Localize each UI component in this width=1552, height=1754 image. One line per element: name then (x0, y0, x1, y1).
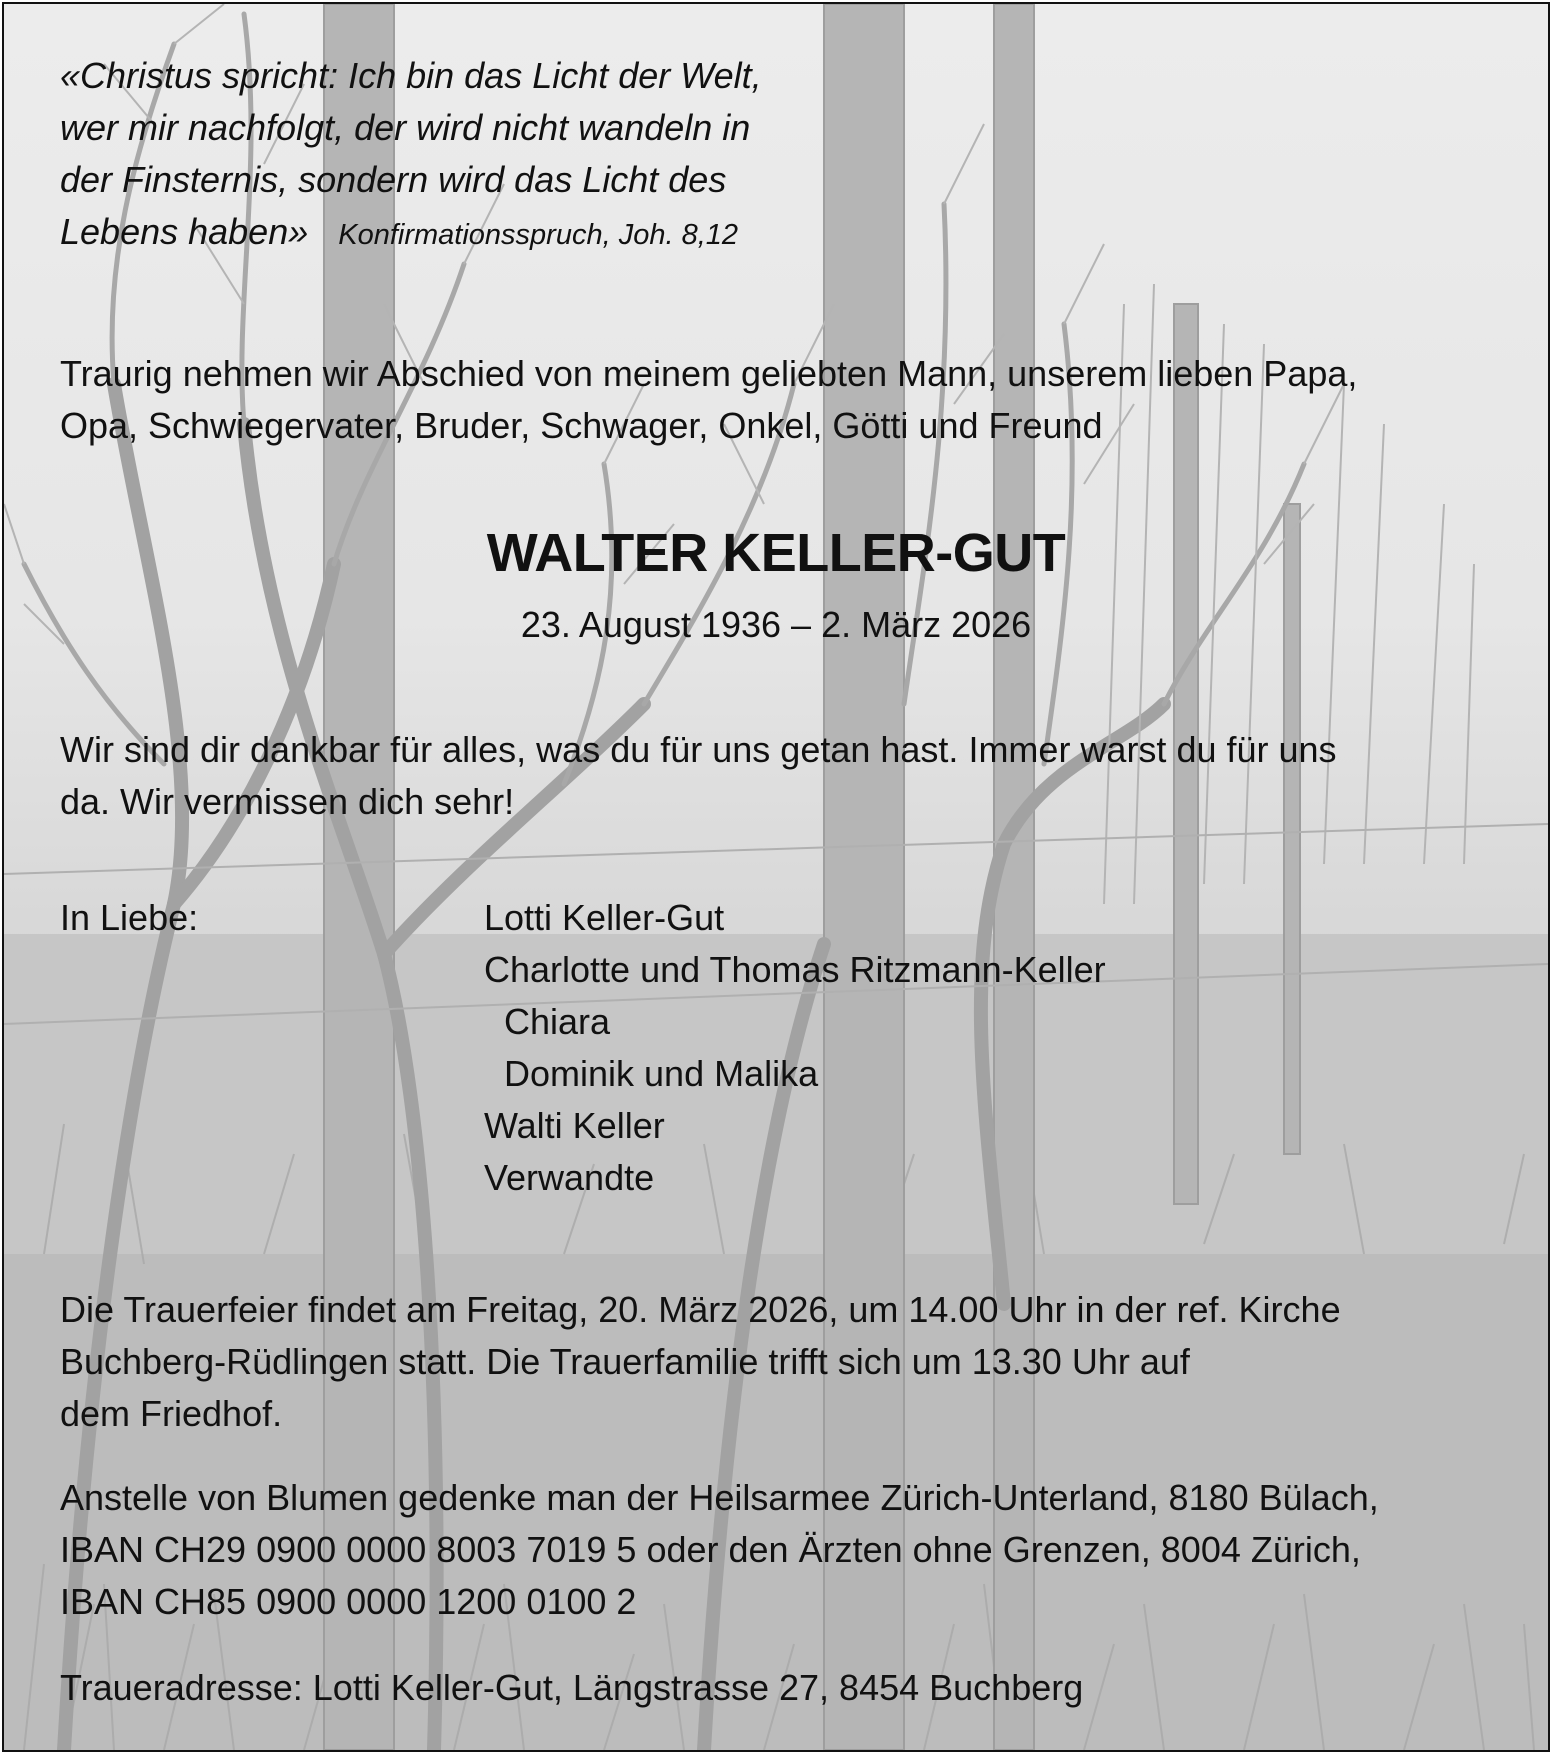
mourners-list (484, 892, 1106, 1204)
intro-text (60, 348, 1357, 452)
service-line: dem Friedhof. (60, 1393, 283, 1434)
obituary-content (4, 4, 1548, 1750)
thanks-line: Wir sind dir dankbar für alles, was du für uns getan hast. Immer warst du für uns (60, 729, 1337, 770)
mourner-name: Lotti Keller-Gut (484, 897, 725, 938)
verse-line: Lebens haben» (60, 211, 309, 252)
verse-line: wer mir nachfolgt, der wird nicht wandeln in (60, 107, 751, 148)
service-line: Buchberg-Rüdlingen statt. Die Trauerfamilie trifft sich um 13.30 Uhr auf (60, 1341, 1190, 1382)
service-info (60, 1284, 1341, 1440)
intro-line: Traurig nehmen wir Abschied von meinem geliebten Mann, unserem lieben Papa, (60, 353, 1358, 394)
donation-info (60, 1472, 1379, 1628)
mourner-name: Charlotte und Thomas Ritzmann-Keller (484, 949, 1106, 990)
verse-line: der Finsternis, sondern wird das Licht des (60, 159, 727, 200)
donation-line: IBAN CH85 0900 0000 1200 0100 2 (60, 1581, 637, 1622)
verse-reference: Konfirmationsspruch, Joh. 8,12 (338, 219, 739, 251)
mourner-name: Walti Keller (484, 1105, 665, 1146)
service-line: Die Trauerfeier findet am Freitag, 20. März 2026, um 14.00 Uhr in der ref. Kirche (60, 1289, 1341, 1330)
verse-line-last (60, 206, 762, 261)
intro-line: Opa, Schwiegervater, Bruder, Schwager, Onkel, Götti und Freund (60, 405, 1103, 446)
mourner-name: Dominik und Malika (504, 1053, 819, 1094)
obituary-frame (2, 2, 1550, 1752)
verse-line: «Christus spricht: Ich bin das Licht der Welt, (60, 55, 762, 96)
life-dates: 23. August 1936 – 2. März 2026 (520, 604, 1032, 645)
confirmation-verse (60, 50, 762, 261)
thanks-text (60, 724, 1337, 828)
donation-line: IBAN CH29 0900 0000 8003 7019 5 oder den Ärzten ohne Grenzen, 8004 Zürich, (60, 1529, 1361, 1570)
deceased-name: WALTER KELLER-GUT (486, 523, 1066, 583)
thanks-line: da. Wir vermissen dich sehr! (60, 781, 515, 822)
donation-line: Anstelle von Blumen gedenke man der Heilsarmee Zürich-Unterland, 8180 Bülach, (60, 1477, 1379, 1518)
mourner-name: Chiara (504, 1001, 611, 1042)
mourners-label: In Liebe: (60, 897, 199, 938)
mourner-name: Verwandte (484, 1157, 655, 1198)
mourning-address: Traueradresse: Lotti Keller-Gut, Längstrasse 27, 8454 Buchberg (60, 1667, 1084, 1708)
